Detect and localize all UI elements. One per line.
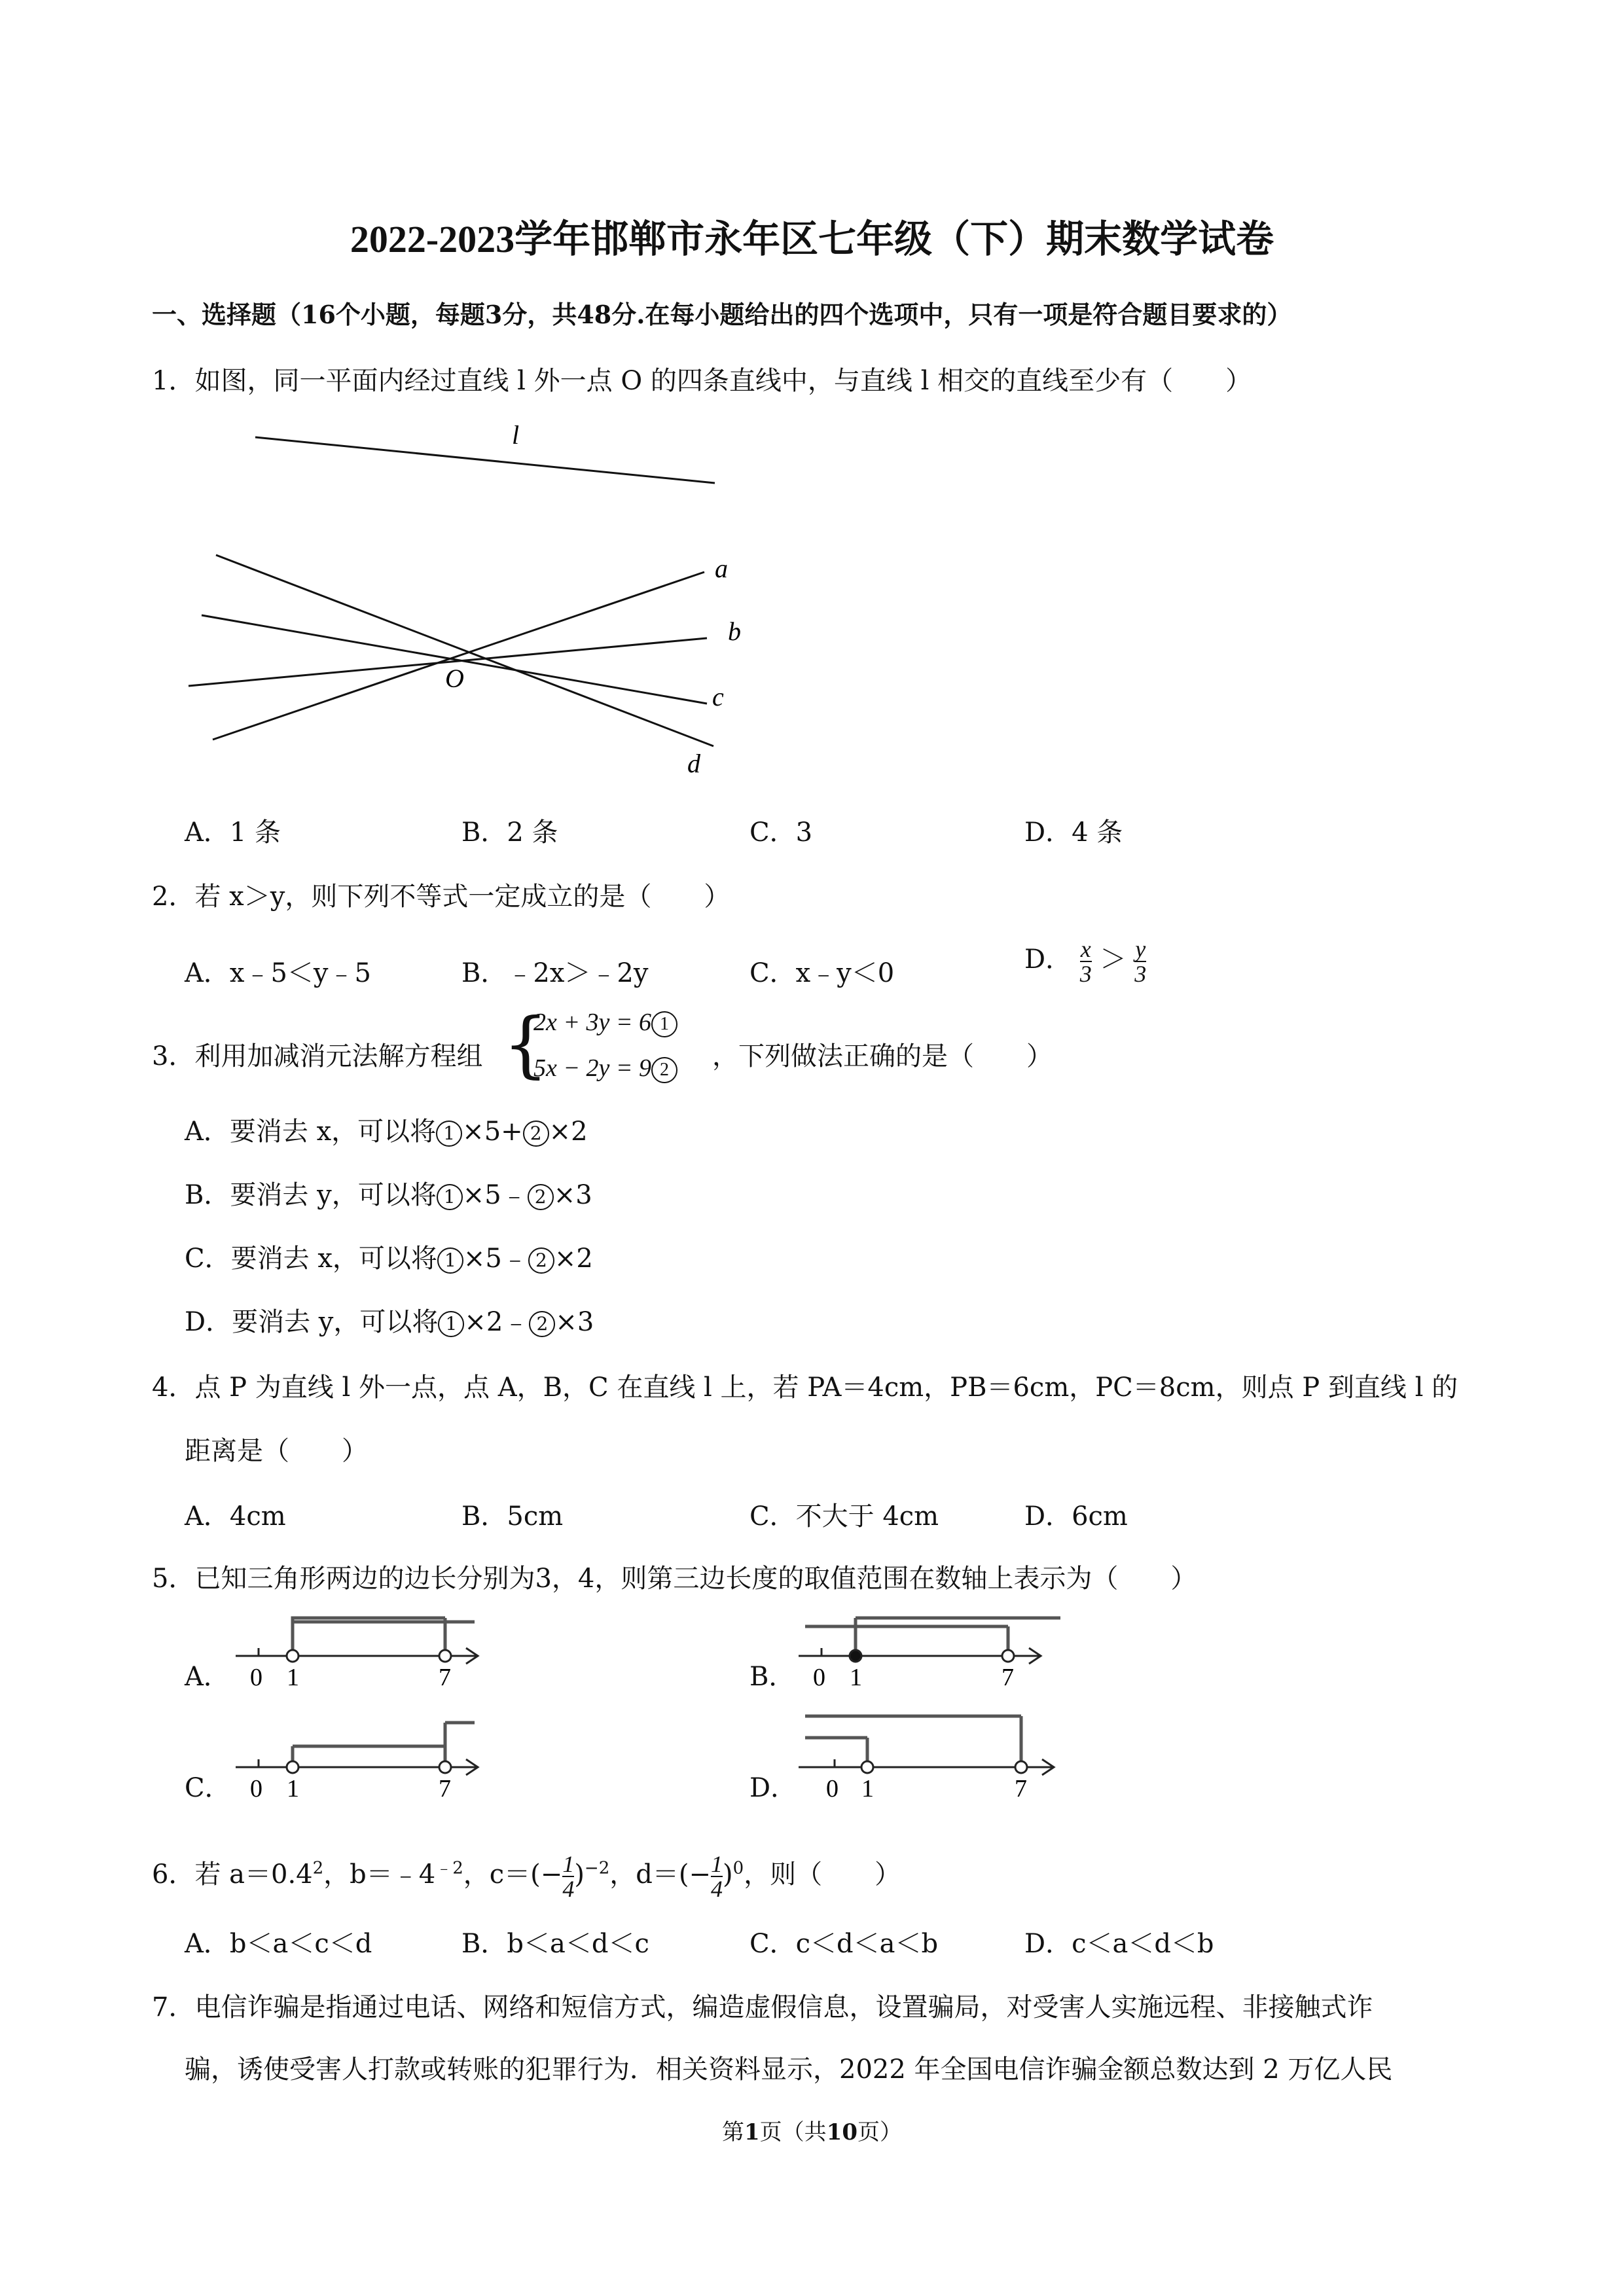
q5-number-line-b bbox=[792, 1604, 1067, 1689]
option-text: ×3 bbox=[553, 1180, 592, 1210]
label-a: a bbox=[715, 554, 728, 583]
frac-num: 1 bbox=[710, 1851, 723, 1877]
circle-num-2: 2 bbox=[523, 1121, 549, 1147]
tick-7: 7 bbox=[1001, 1664, 1014, 1689]
option-text: ×2 bbox=[554, 1244, 593, 1274]
q5-option-b-label: B． bbox=[749, 1662, 795, 1692]
label-b: b bbox=[728, 617, 741, 646]
q5-number-line-a bbox=[229, 1604, 491, 1689]
q6-sup: 2 bbox=[312, 1858, 324, 1878]
tick-1: 1 bbox=[850, 1664, 862, 1689]
frac-den: 3 bbox=[1134, 961, 1147, 987]
option-text: ×2﹣ bbox=[464, 1307, 530, 1337]
label-l: l bbox=[512, 420, 520, 450]
q5-number-line-d bbox=[792, 1702, 1067, 1800]
question-5-text: 5．已知三角形两边的边长分别为3，4，则第三边长度的取值范围在数轴上表示为（ ） bbox=[152, 1564, 1197, 1594]
frac-den: 4 bbox=[562, 1876, 575, 1902]
q2-option-d-label: D． bbox=[1024, 944, 1072, 975]
q4-option-a: A．4cm bbox=[185, 1501, 286, 1532]
option-text: C．要消去 x，可以将 bbox=[185, 1244, 437, 1274]
q2-option-b: B．﹣2x＞﹣2y bbox=[461, 958, 649, 988]
tick-0: 0 bbox=[250, 1664, 262, 1689]
frac-den: 3 bbox=[1079, 961, 1092, 987]
option-text: A．要消去 x，可以将 bbox=[185, 1117, 437, 1147]
question-7-line-1: 7．电信诈骗是指通过电话、网络和短信方式，编造虚假信息，设置骗局，对受害人实施远程、非接触式诈 bbox=[152, 1992, 1373, 2022]
q6-sup: 0 bbox=[732, 1858, 744, 1878]
label-d: d bbox=[687, 749, 700, 778]
question-3-suffix: ，下列做法正确的是（ ） bbox=[712, 1041, 1053, 1071]
question-6-text: 6．若 $a=0.4^2$，$b=﹣4^{﹣2}$，c＝(− $\frac{1}{4}$ )$^{-2}$，d＝(− $\frac{1}{4}$ )$^0$，则（ ） bbox=[152, 1851, 901, 1902]
circle-num-1: 1 bbox=[651, 1011, 677, 1037]
q1-option-b: B．2 条 bbox=[461, 817, 558, 848]
tick-7: 7 bbox=[1015, 1775, 1027, 1800]
tick-1: 1 bbox=[287, 1775, 299, 1800]
page-total: 10 bbox=[826, 2119, 857, 2145]
q4-option-d: D．6cm bbox=[1024, 1501, 1128, 1532]
section-heading: 一、选择题（16个小题，每题3分，共48分.在每小题给出的四个选项中，只有一项是符合题目要求的） bbox=[152, 300, 1292, 329]
tick-7: 7 bbox=[439, 1775, 451, 1800]
q6-part: ，则（ ） bbox=[744, 1859, 901, 1890]
label-O: O bbox=[445, 664, 464, 693]
question-1-figure bbox=[177, 412, 766, 779]
q2-option-c: C．x﹣y＜0 bbox=[749, 958, 895, 988]
q6-option-a: A．b＜a＜c＜d bbox=[185, 1929, 372, 1959]
q5-option-d-label: D． bbox=[749, 1773, 797, 1803]
q6-part: ，b＝﹣4 bbox=[323, 1859, 436, 1890]
q5-number-line-c bbox=[229, 1715, 491, 1800]
tick-7: 7 bbox=[439, 1664, 451, 1689]
q6-option-b: B．b＜a＜d＜c bbox=[461, 1929, 649, 1959]
system-brace-icon: { bbox=[503, 1002, 549, 1086]
q1-option-d: D．4 条 bbox=[1024, 817, 1123, 848]
frac-den: 4 bbox=[710, 1876, 723, 1902]
option-text: ×5﹣ bbox=[463, 1244, 528, 1274]
tick-1: 1 bbox=[861, 1775, 874, 1800]
question-1-text: 1．如图，同一平面内经过直线 l 外一点 O 的四条直线中，与直线 l 相交的直线至少有（ ） bbox=[152, 366, 1252, 396]
q6-part: 6．若 a＝0.4 bbox=[152, 1859, 313, 1890]
question-7-line-2: 骗，诱使受害人打款或转账的犯罪行为．相关资料显示，2022 年全国电信诈骗金额总数达到 2 万亿人民 bbox=[185, 2054, 1393, 2085]
question-3-prefix: 3．利用加减消元法解方程组 bbox=[152, 1041, 483, 1071]
frac-num: 1 bbox=[562, 1851, 575, 1877]
tick-0: 0 bbox=[826, 1775, 839, 1800]
q5-option-c-label: C． bbox=[185, 1773, 231, 1803]
fraction-x-over-3 bbox=[1080, 937, 1092, 986]
circle-num-1: 1 bbox=[436, 1121, 462, 1147]
circle-num-1: 1 bbox=[437, 1184, 463, 1210]
q4-option-b: B．5cm bbox=[461, 1501, 564, 1532]
q2-option-d bbox=[1024, 937, 1146, 986]
footer-text: 第 bbox=[722, 2119, 744, 2145]
circle-num-1: 1 bbox=[437, 1247, 463, 1274]
fraction-1-over-4 bbox=[711, 1852, 723, 1901]
q3-option-c bbox=[185, 1238, 593, 1275]
tick-0: 0 bbox=[250, 1775, 262, 1800]
fraction-y-over-3 bbox=[1134, 937, 1146, 986]
gt-sign: ＞ bbox=[1100, 944, 1127, 975]
option-text: D．要消去 y，可以将 bbox=[185, 1307, 439, 1337]
q6-option-d: D．c＜a＜d＜b bbox=[1024, 1929, 1214, 1959]
option-text: ×3 bbox=[555, 1307, 594, 1337]
q3-option-d bbox=[185, 1301, 594, 1338]
frac-num: x bbox=[1080, 936, 1091, 962]
q6-sup: ﹣2 bbox=[435, 1858, 463, 1878]
q6-part: ，c＝(− bbox=[463, 1859, 563, 1890]
option-text: ×5﹣ bbox=[462, 1180, 528, 1210]
option-text: ×2 bbox=[549, 1117, 588, 1147]
equation-1 bbox=[533, 1008, 677, 1037]
tick-1: 1 bbox=[287, 1664, 299, 1689]
option-text: B．要消去 y，可以将 bbox=[185, 1180, 437, 1210]
tick-0: 0 bbox=[813, 1664, 825, 1689]
page-title: 2022-2023学年邯郸市永年区七年级（下）期末数学试卷 bbox=[350, 218, 1274, 260]
question-4-line-2: 距离是（ ） bbox=[185, 1436, 368, 1466]
q1-option-a: A．1 条 bbox=[185, 817, 281, 848]
q6-option-c: C．c＜d＜a＜b bbox=[749, 1929, 939, 1959]
circle-num-2: 2 bbox=[528, 1247, 554, 1274]
equation-2-text: 5x − 2y = 9 bbox=[533, 1054, 652, 1082]
footer-text: 页（共 bbox=[759, 2119, 827, 2145]
label-c: c bbox=[712, 682, 724, 711]
circle-num-2: 2 bbox=[651, 1057, 677, 1083]
q6-sup: −2 bbox=[584, 1858, 610, 1878]
frac-num: y bbox=[1135, 936, 1146, 962]
equation-2 bbox=[533, 1054, 677, 1083]
equation-1-text: 2x + 3y = 6 bbox=[533, 1009, 652, 1036]
q3-option-a bbox=[185, 1111, 588, 1148]
footer-text: 页） bbox=[857, 2119, 902, 2145]
fraction-1-over-4 bbox=[562, 1852, 574, 1901]
question-4-line-1: 4．点 P 为直线 l 外一点，点 A，B，C 在直线 l 上，若 PA＝4cm，PB＝6cm，PC＝8cm，则点 P 到直线 l 的 bbox=[152, 1372, 1458, 1403]
q5-option-a-label: A． bbox=[185, 1662, 230, 1692]
circle-num-1: 1 bbox=[438, 1311, 464, 1337]
q1-option-c: C．3 bbox=[749, 817, 813, 848]
circle-num-2: 2 bbox=[529, 1311, 555, 1337]
page-number: 1 bbox=[744, 2119, 760, 2145]
q3-option-b bbox=[185, 1174, 592, 1211]
q6-part: ，d＝(− bbox=[609, 1859, 711, 1890]
q4-option-c: C．不大于 4cm bbox=[749, 1501, 939, 1532]
page-footer bbox=[0, 2114, 1624, 2146]
q2-option-a: A．x﹣5＜y﹣5 bbox=[185, 958, 371, 988]
circle-num-2: 2 bbox=[528, 1184, 554, 1210]
question-2-text: 2．若 x＞y，则下列不等式一定成立的是（ ） bbox=[152, 882, 731, 912]
option-text: ×5+ bbox=[462, 1117, 523, 1147]
